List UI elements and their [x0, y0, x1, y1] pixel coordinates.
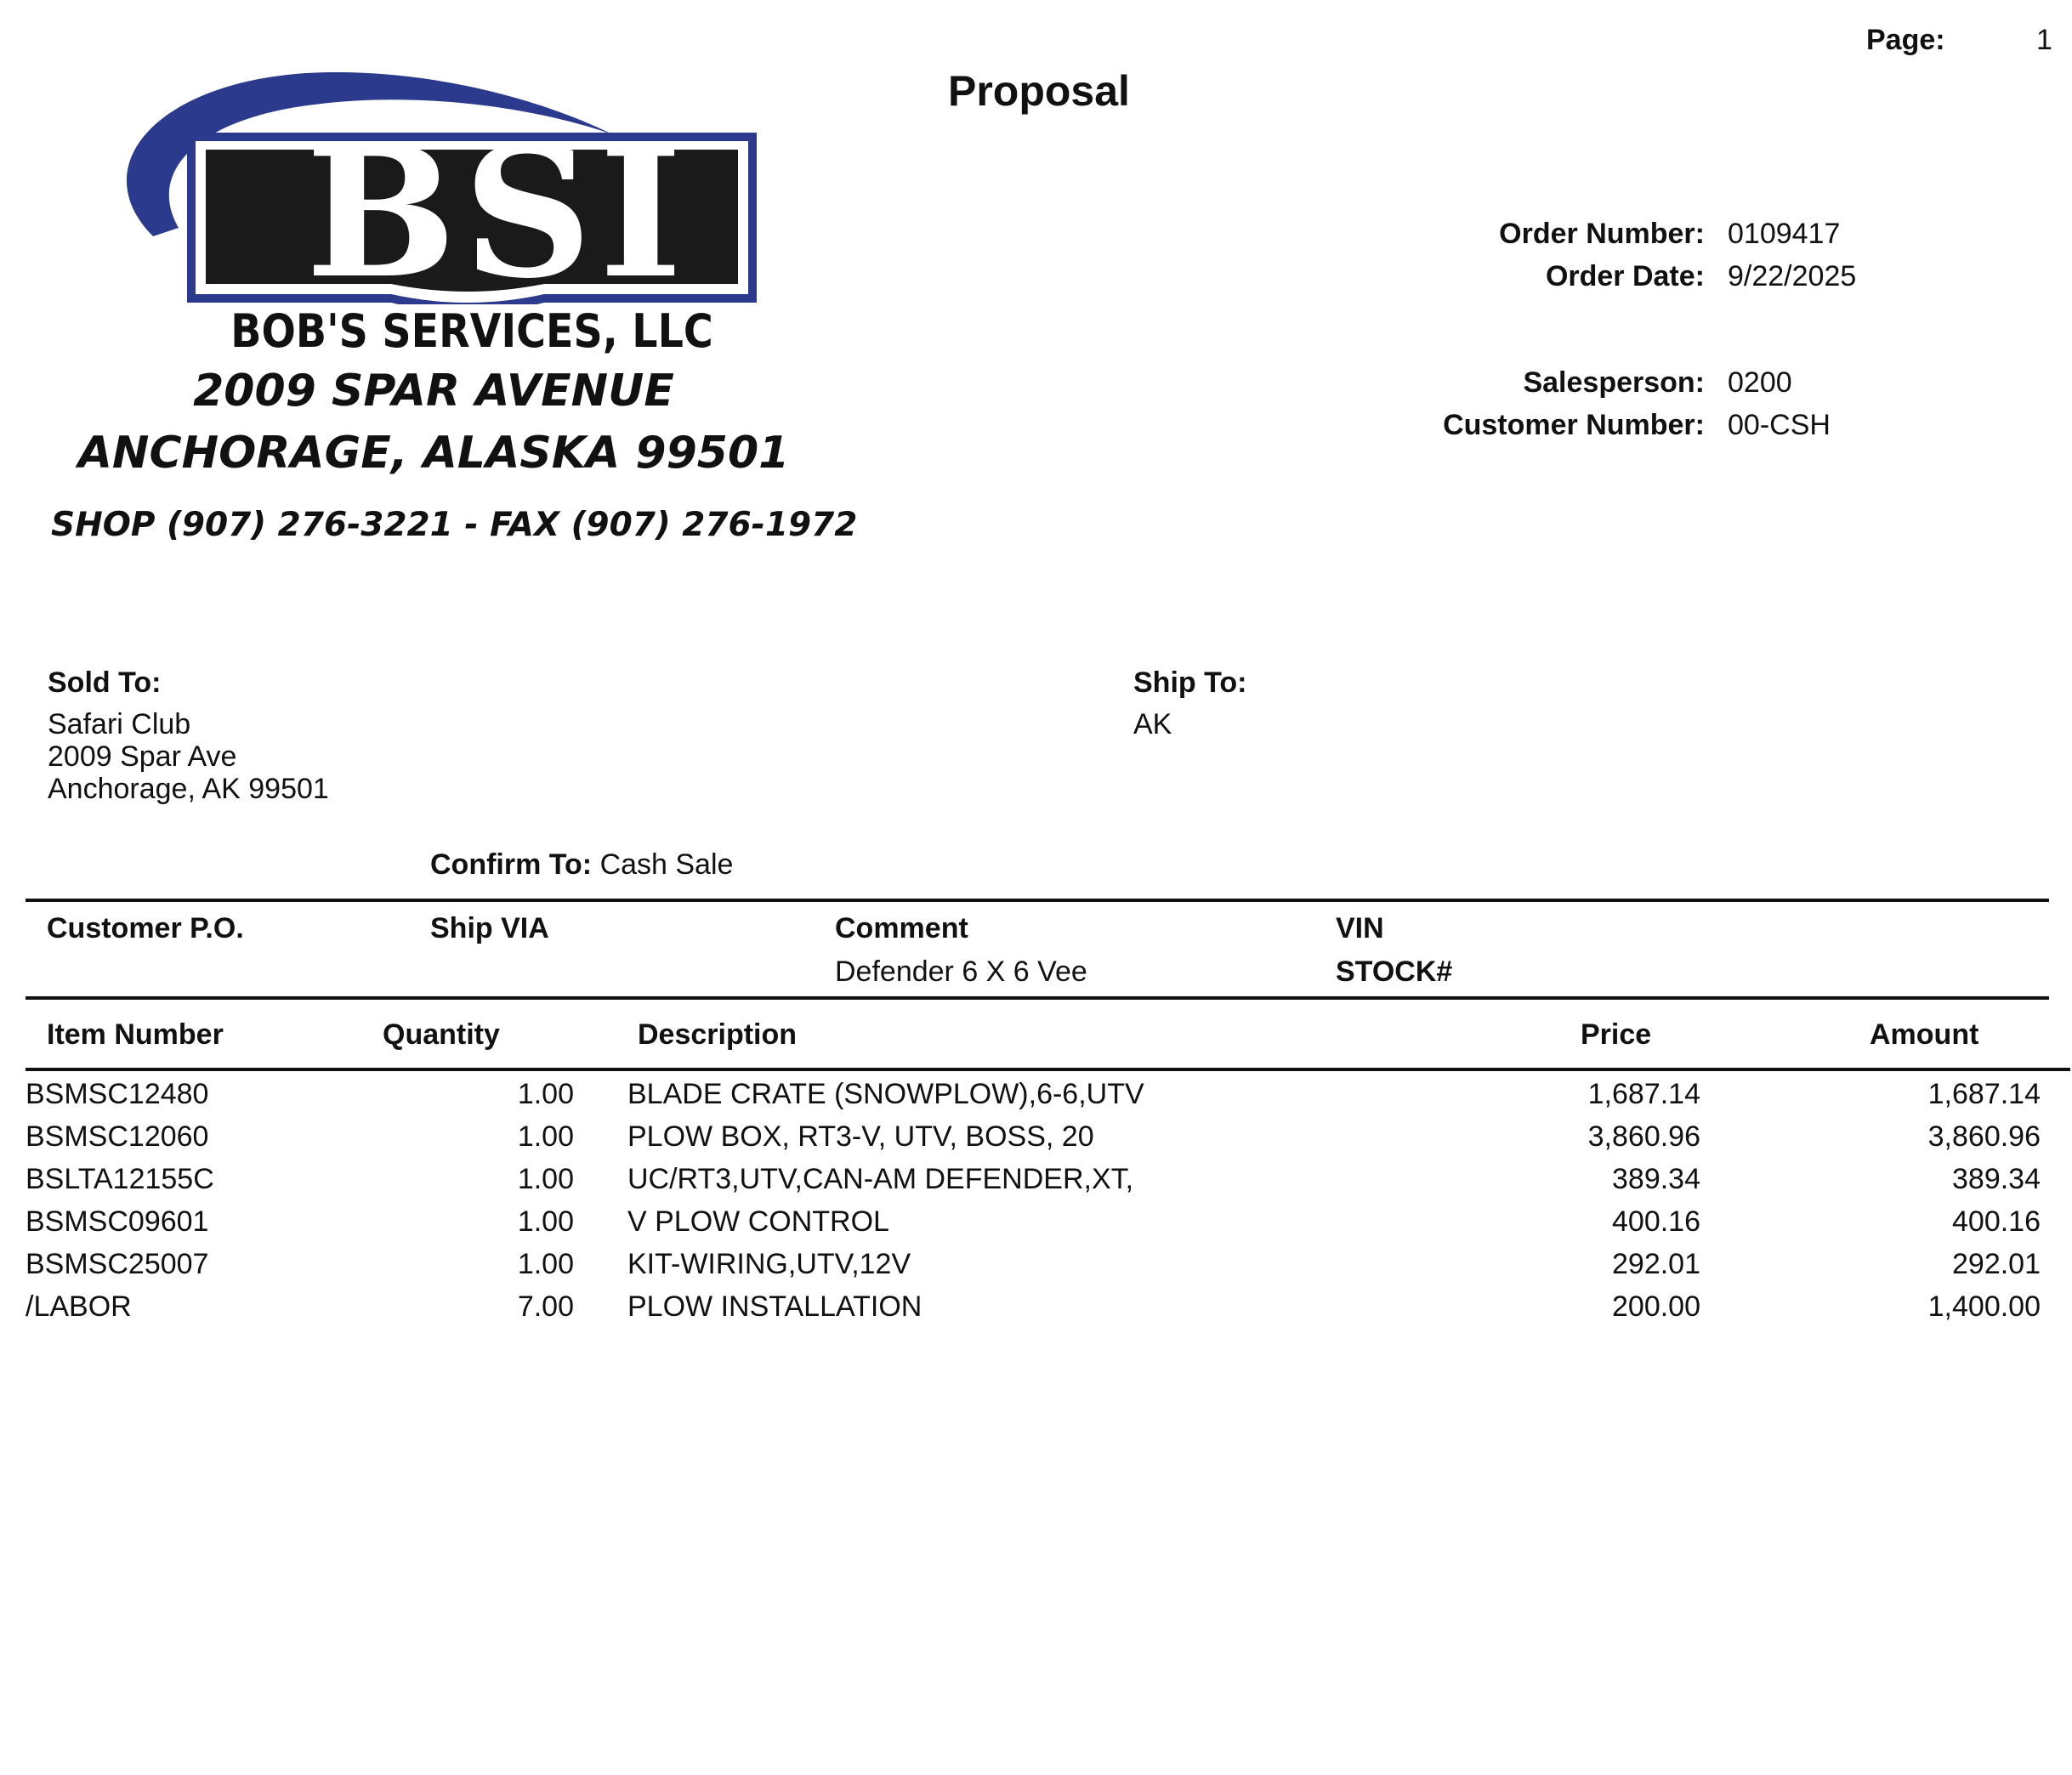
cell-amount: 400.16 — [1952, 1205, 2041, 1238]
cell-description: KIT-WIRING,UTV,12V — [627, 1248, 911, 1280]
sold-to-address — [48, 708, 329, 805]
cell-quantity: 1.00 — [517, 1120, 574, 1153]
ship-to-label: Ship To: — [1133, 666, 1247, 699]
cell-amount: 3,860.96 — [1927, 1120, 2041, 1153]
cell-item-number: BSMSC25007 — [26, 1248, 209, 1280]
salesperson-label: Salesperson: — [1523, 366, 1705, 399]
table-row — [0, 1120, 2072, 1163]
cell-item-number: BSMSC09601 — [26, 1205, 209, 1238]
company-name: BOB'S SERVICES, LLC — [230, 304, 713, 358]
sold-to-line: Anchorage, AK 99501 — [48, 773, 329, 805]
cell-quantity: 1.00 — [517, 1163, 574, 1195]
cell-price: 389.34 — [1612, 1163, 1700, 1195]
table-row — [0, 1290, 2072, 1333]
order-date-label: Order Date: — [1545, 260, 1705, 292]
company-address-line2: ANCHORAGE, ALASKA 99501 — [77, 428, 790, 479]
order-number: 0109417 — [1728, 218, 1841, 250]
table-row — [0, 1205, 2072, 1248]
page-label: Page: — [1866, 24, 1945, 56]
ship-via-label: Ship VIA — [430, 912, 549, 944]
sold-to-line: Safari Club — [48, 708, 191, 740]
cell-item-number: /LABOR — [26, 1290, 132, 1323]
confirm-to-label: Confirm To: — [430, 848, 593, 881]
cell-price: 3,860.96 — [1587, 1120, 1700, 1153]
confirm-to — [430, 848, 733, 882]
cell-price: 200.00 — [1612, 1290, 1700, 1323]
comment-value: Defender 6 X 6 Vee — [835, 956, 1087, 988]
confirm-to-value: Cash Sale — [599, 848, 734, 881]
customer-number-label: Customer Number: — [1443, 409, 1705, 441]
cell-amount: 1,400.00 — [1927, 1290, 2041, 1323]
sold-to-line: 2009 Spar Ave — [48, 740, 237, 773]
col-header-price: Price — [1581, 1018, 1652, 1051]
cell-amount: 389.34 — [1952, 1163, 2041, 1195]
divider — [26, 1068, 2070, 1071]
cell-item-number: BSMSC12480 — [26, 1078, 209, 1110]
cell-price: 292.01 — [1612, 1248, 1700, 1280]
order-date: 9/22/2025 — [1728, 260, 1857, 292]
col-header-amount: Amount — [1870, 1018, 1979, 1051]
company-logo — [102, 66, 765, 318]
col-header-item-number: Item Number — [47, 1018, 224, 1051]
divider — [26, 899, 2049, 902]
col-header-description: Description — [638, 1018, 798, 1051]
cell-quantity: 1.00 — [517, 1078, 574, 1110]
page-number: 1 — [2036, 24, 2052, 56]
table-row — [0, 1248, 2072, 1290]
cell-description: PLOW INSTALLATION — [627, 1290, 922, 1323]
comment-label: Comment — [835, 912, 968, 944]
cell-description: BLADE CRATE (SNOWPLOW),6-6,UTV — [627, 1078, 1144, 1110]
customer-number: 00-CSH — [1728, 409, 1831, 441]
cell-price: 400.16 — [1612, 1205, 1700, 1238]
cell-item-number: BSLTA12155C — [26, 1163, 214, 1195]
logo-text: BSI — [305, 108, 690, 318]
document-title: Proposal — [948, 67, 1130, 115]
vin-label: VIN — [1336, 912, 1384, 944]
table-row — [0, 1078, 2072, 1120]
col-header-quantity: Quantity — [383, 1018, 500, 1051]
divider — [26, 996, 2049, 1000]
stock-label: STOCK# — [1336, 956, 1453, 988]
cell-price: 1,687.14 — [1587, 1078, 1700, 1110]
company-address-line1: 2009 SPAR AVENUE — [193, 366, 674, 417]
order-number-label: Order Number: — [1499, 218, 1705, 250]
cell-amount: 292.01 — [1952, 1248, 2041, 1280]
cell-description: V PLOW CONTROL — [627, 1205, 889, 1238]
salesperson: 0200 — [1728, 366, 1792, 399]
cell-item-number: BSMSC12060 — [26, 1120, 209, 1153]
cell-amount: 1,687.14 — [1927, 1078, 2041, 1110]
table-row — [0, 1163, 2072, 1205]
sold-to-label: Sold To: — [48, 666, 162, 699]
cell-description: PLOW BOX, RT3-V, UTV, BOSS, 20 — [627, 1120, 1094, 1153]
customer-po-label: Customer P.O. — [47, 912, 244, 944]
ship-to-line: AK — [1133, 708, 1172, 740]
cell-description: UC/RT3,UTV,CAN-AM DEFENDER,XT, — [627, 1163, 1134, 1195]
company-phone: SHOP (907) 276-3221 - FAX (907) 276-1972 — [51, 506, 858, 544]
cell-quantity: 1.00 — [517, 1248, 574, 1280]
cell-quantity: 7.00 — [517, 1290, 574, 1323]
cell-quantity: 1.00 — [517, 1205, 574, 1238]
